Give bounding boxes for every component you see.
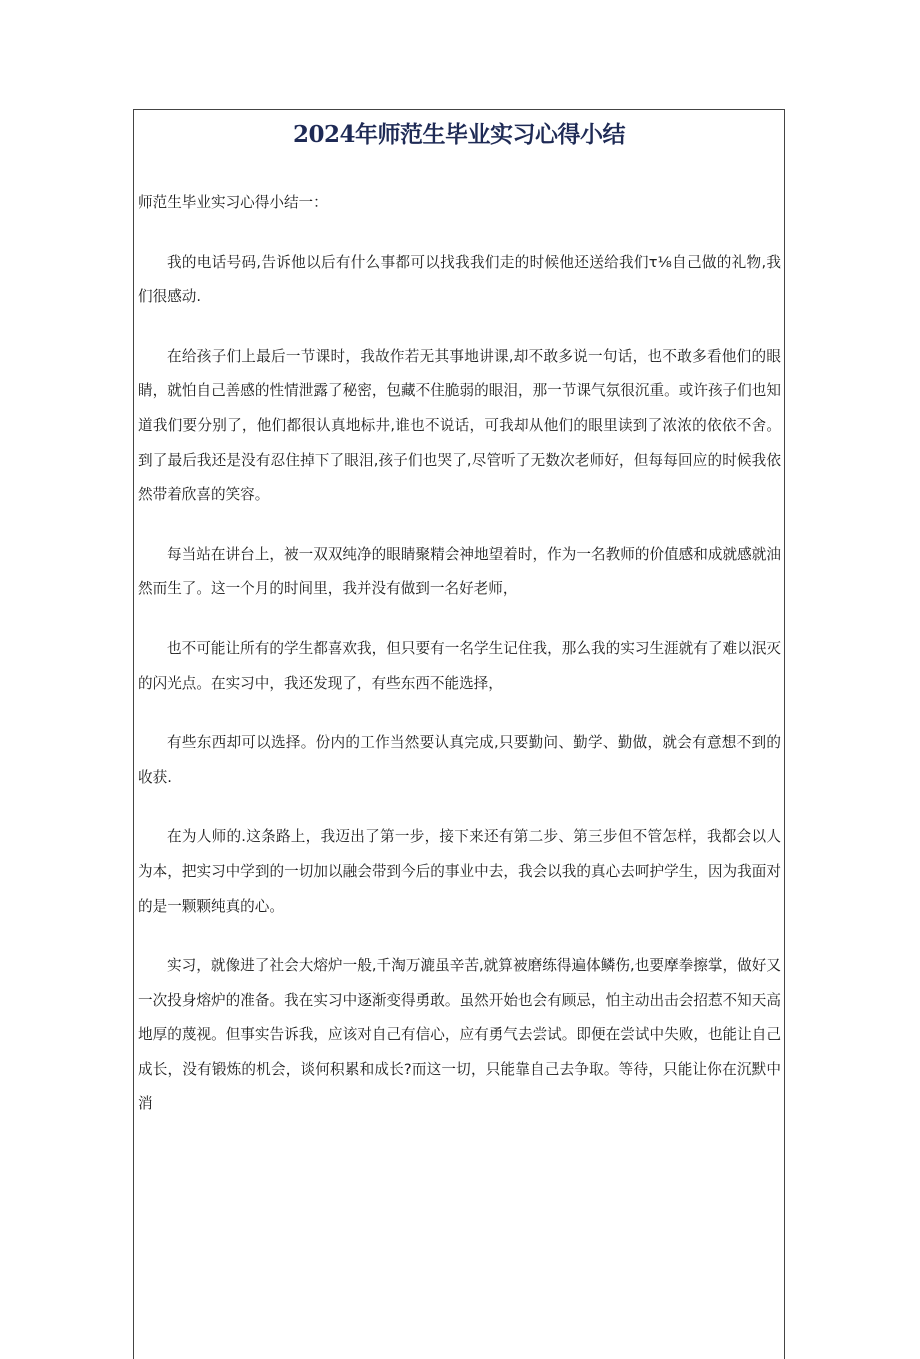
- paragraph-1: 我的电话号码,告诉他以后有什么事都可以找我我们走的时候他还送给我们τ⅛自己做的礼物,我们很感动.: [138, 253, 781, 306]
- section-heading: 师范生毕业实习心得小结一：: [138, 194, 328, 211]
- paragraph-5: 有些东西却可以选择。份内的工作当然要认真完成,只要勤问、勤学、勤做，就会有意想不到的收获.: [138, 734, 781, 786]
- paragraph-6: 在为人师的.这条路上，我迈出了第一步，接下来还有第二步、第三步但不管怎样，我都会以人为本，把实习中学到的一切加以融会带到今后的事业中去，我会以我的真心去呵护学生，因为我面对的是一颗颗纯真的心。: [138, 828, 781, 915]
- document-title: 2024年师范生毕业实习心得小结: [292, 121, 625, 148]
- paragraph-4: 也不可能让所有的学生都喜欢我，但只要有一名学生记住我，那么我的实习生涯就有了难以泯灭的闪光点。在实习中，我还发现了，有些东西不能选择，: [138, 639, 781, 692]
- paragraph-2: 在给孩子们上最后一节课时，我故作若无其事地讲课,却不敢多说一句话，也不敢多看他们的眼睛，就怕自己善感的性情泄露了秘密，包藏不住脆弱的眼泪，那一节课气氛很沉重。或许孩子们也知道我们要分别了，他们都很认真地标井,谁也不说话，可我却从他们的眼里读到了浓浓的依依不舍。到了最后我还是没有忍住掉下了眼泪,孩子们也哭了,尽管听了无数次老师好，但每每回应的时候我依然带着欣喜的笑容。: [138, 347, 781, 504]
- paragraph-3: 每当站在讲台上，被一双双纯净的眼睛聚精会神地望着时，作为一名教师的价值感和成就感就油然而生了。这一个月的时间里，我并没有做到一名好老师，: [138, 545, 781, 598]
- paragraph-7: 实习，就像进了社会大熔炉一般,千淘万漉虽辛苦,就算被磨练得遍体鳞伤,也要摩拳擦掌，做好又一次投身熔炉的准备。我在实习中逐渐变得勇敢。虽然开始也会有顾忌，怕主动出击会招惹不知天高地厚的蔑视。但事实告诉我，应该对自己有信心，应有勇气去尝试。即便在尝试中失败，也能让自己成长，没有锻炼的机会，谈何积累和成长?而这一切，只能靠自己去争取。等待，只能让你在沉默中消: [138, 957, 781, 1113]
- document-body: [138, 186, 781, 1147]
